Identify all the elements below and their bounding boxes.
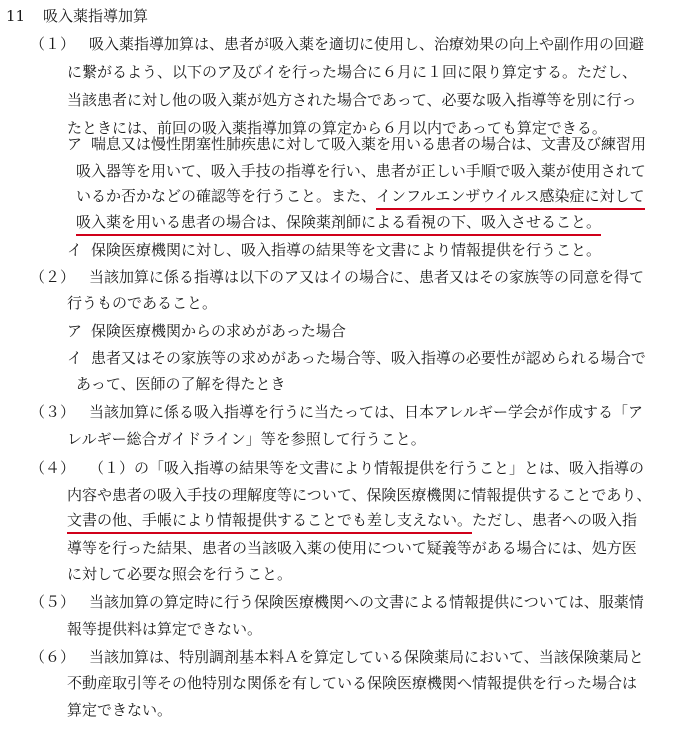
item-4-line-5: に対して必要な照会を行うこと。 (67, 565, 293, 583)
section-number: 11 (6, 7, 26, 25)
item-1-line-1: 吸入薬指導加算は、患者が吸入薬を適切に使用し、治療効果の向上や副作用の回避 (89, 35, 645, 53)
item-1-sub-b-line-1: 保険医療機関に対し、吸入指導の結果等を文書により情報提供を行うこと。 (91, 241, 602, 259)
item-1-sub-b-label: イ (67, 241, 83, 259)
section-title: 吸入薬指導加算 (43, 7, 149, 25)
item-1-sub-a-line-4 (76, 212, 601, 232)
item-1-sub-a-underlined-text-1: インフルエンザウイルス感染症に対して (376, 187, 645, 210)
item-2-sub-b-line-1: 患者又はその家族等の求めがあった場合等、吸入指導の必要性が認められる場合で (91, 349, 646, 367)
item-2-sub-a-line-1: 保険医療機関からの求めがあった場合 (91, 322, 346, 340)
item-1-sub-a-label: ア (67, 135, 83, 153)
item-6-line-3: 算定できない。 (67, 701, 173, 719)
item-6-line-1: 当該加算は、特別調剤基本料Ａを算定している保険薬局において、当該保険薬局と (89, 648, 644, 666)
item-5-line-1: 当該加算の算定時に行う保険医療機関への文書による情報提供については、服薬情 (89, 593, 644, 611)
item-5-number: （５） (30, 593, 76, 611)
item-1-number: （１） (30, 35, 76, 53)
item-1-sub-a-line-3-plain: いるか否かなどの確認等を行うこと。また、 (76, 187, 377, 205)
item-2-sub-a-label: ア (67, 322, 83, 340)
item-4-line-4: 導等を行った結果、患者の当該吸入薬の使用について疑義等がある場合には、処方医 (67, 539, 637, 557)
item-5-line-2: 報等提供料は算定できない。 (67, 620, 263, 638)
item-3-line-2: レルギー総合ガイドライン」等を参照して行うこと。 (67, 430, 426, 448)
item-4-line-1: （１）の「吸入指導の結果等を文書により情報提供を行うこと」とは、吸入指導の (89, 459, 645, 477)
item-1-line-2: に繋がるよう、以下のア及びイを行った場合に６月に１回に限り算定する。ただし、 (67, 63, 638, 81)
item-1-line-3: 当該患者に対し他の吸入薬が処方された場合であって、必要な吸入指導等を別に行っ (67, 91, 637, 109)
item-4-number: （４） (30, 459, 76, 477)
item-2-sub-b-line-2: あって、医師の了解を得たとき (76, 375, 286, 393)
item-1-line-4: たときには、前回の吸入薬指導加算の算定から６月以内であっても算定できる。 (67, 119, 607, 137)
item-2-line-1: 当該加算に係る指導は以下のア又はイの場合に、患者又はその家族等の同意を得て (89, 268, 645, 286)
item-1-sub-a-line-2: 吸入器等を用いて、吸入手技の指導を行い、患者が正しい手順で吸入薬が使用されて (76, 162, 646, 180)
item-4-underlined-text: 文書の他、手帳により情報提供することでも差し支えない。 (67, 511, 472, 534)
item-2-line-2: 行うものであること。 (67, 294, 218, 312)
item-1-sub-a-line-3 (76, 186, 645, 206)
item-4-line-3-plain: ただし、患者への吸入指 (472, 511, 638, 529)
item-3-line-1: 当該加算に係る吸入指導を行うに当たっては、日本アレルギー学会が作成する「ア (89, 403, 644, 421)
item-4-line-3 (67, 510, 637, 530)
item-1-sub-a-line-1: 喘息又は慢性閉塞性肺疾患に対して吸入薬を用いる患者の場合は、文書及び練習用 (91, 135, 647, 153)
item-2-sub-b-label: イ (67, 349, 83, 367)
item-4-line-2: 内容や患者の吸入手技の理解度等について、保険医療機関に情報提供することであり、 (67, 486, 652, 504)
item-6-number: （６） (30, 648, 76, 666)
item-1-sub-a-underlined-text-2: 吸入薬を用いる患者の場合は、保険薬剤師による看視の下、吸入させること。 (76, 213, 601, 236)
item-2-number: （２） (30, 268, 76, 286)
item-6-line-2: 不動産取引等その他特別な関係を有している保険医療機関へ情報提供を行った場合は (67, 674, 638, 692)
item-3-number: （３） (30, 403, 76, 421)
